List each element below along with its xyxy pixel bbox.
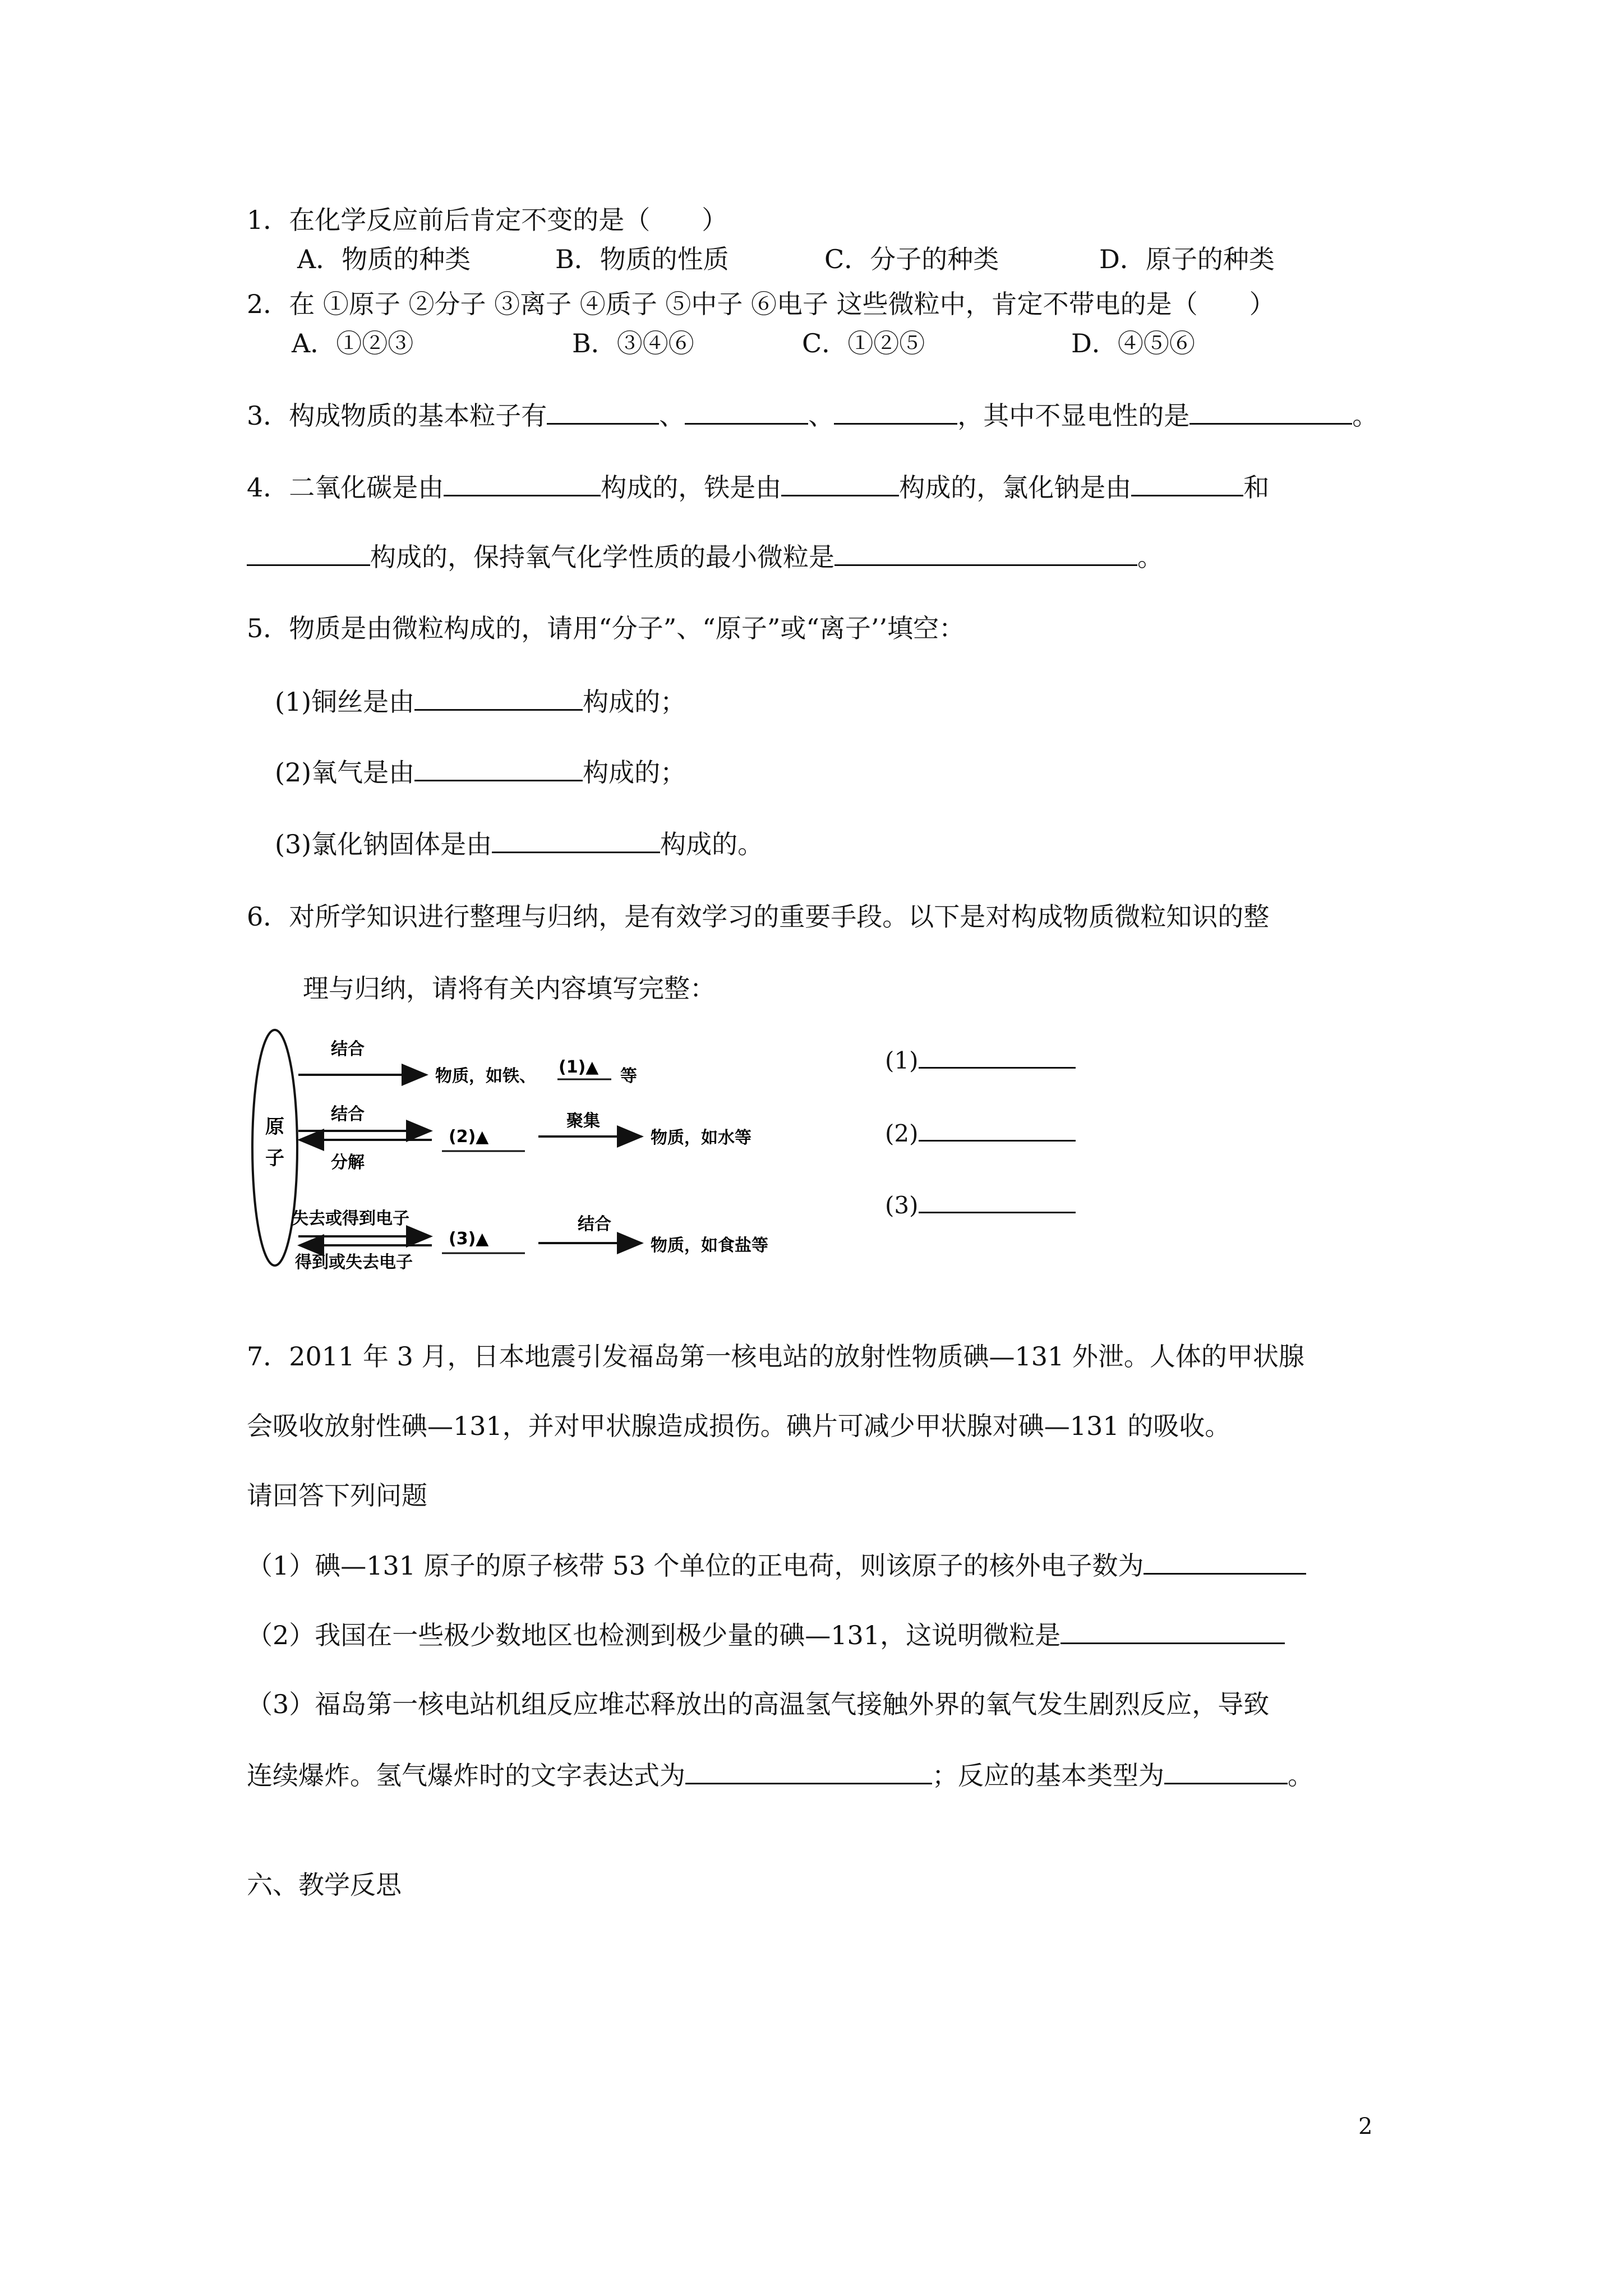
q4-text-4: 和 <box>1243 472 1270 503</box>
q4-line-1 <box>247 470 1269 504</box>
q5-item-3-tail: 构成的。 <box>660 829 764 859</box>
q4-text-3: 构成的，氯化钠是由 <box>899 472 1132 503</box>
q6-stem-1: 6．对所学知识进行整理与归纳，是有效学习的重要手段。以下是对构成物质微粒知识的整 <box>247 901 1270 932</box>
q6-stem-2: 理与归纳，请将有关内容填写完整： <box>303 973 716 1004</box>
q1-option-c: C．分子的种类 <box>824 244 999 274</box>
q7-sub-3b-text-1: 连续爆炸。氢气爆炸时的文字表达式为 <box>247 1760 685 1791</box>
q4-blank-1[interactable] <box>444 470 601 496</box>
q6-answer-3-blank[interactable] <box>919 1189 1076 1213</box>
row2-blank-label: (2)▲ <box>449 1127 489 1147</box>
row3-result: 物质，如食盐等 <box>651 1236 768 1255</box>
q7-blank-2[interactable] <box>1061 1618 1285 1644</box>
q3-line <box>247 398 1378 432</box>
q7-line-3: 请回答下列问题 <box>247 1480 427 1511</box>
combine-label-2: 结合 <box>331 1105 365 1124</box>
q2-option-c: C．①②⑤ <box>802 328 925 358</box>
q4-text-1: 4．二氧化碳是由 <box>247 472 444 503</box>
q5-blank-3[interactable] <box>492 827 660 853</box>
q2-options <box>292 326 1195 360</box>
q5-stem: 5．物质是由微粒构成的，请用“分子”、“原子”或“离子’’填空： <box>247 613 965 643</box>
diagram-svg <box>247 1021 864 1290</box>
lose-gain-label: 失去或得到电子 <box>292 1209 409 1228</box>
q7-sub-3b-text-2: ；反应的基本类型为 <box>932 1760 1164 1791</box>
q7-sub-3b <box>247 1758 1313 1792</box>
q6-answer-1-blank[interactable] <box>919 1045 1076 1069</box>
q5-blank-1[interactable] <box>414 684 583 711</box>
q4-blank-3[interactable] <box>1131 470 1243 496</box>
q5-item-3 <box>275 827 763 861</box>
q1-option-d: D．原子的种类 <box>1099 244 1275 274</box>
q5-item-1-label: (1)铜丝是由 <box>275 687 415 717</box>
section-6-heading: 六、教学反思 <box>247 1870 402 1900</box>
q6-answer-3-label: (3) <box>885 1191 919 1219</box>
q6-answer-3 <box>885 1189 1076 1221</box>
q4-blank-2[interactable] <box>781 470 899 496</box>
q1-options <box>297 242 1275 276</box>
q3-blank-1[interactable] <box>547 398 659 425</box>
q7-sub-1 <box>247 1548 1306 1582</box>
q2-option-d: D．④⑤⑥ <box>1071 328 1195 358</box>
q4-text-2: 构成的，铁是由 <box>601 472 782 503</box>
q3-blank-2[interactable] <box>685 398 808 425</box>
q7-line-1: 7．2011 年 3 月，日本地震引发福岛第一核电站的放射性物质碘—131 外泄。人体的甲状腺 <box>247 1341 1304 1372</box>
q2-option-b: B．③④⑥ <box>572 328 694 358</box>
row1-result: 物质，如铁、 <box>435 1066 536 1086</box>
combine-label-3: 结合 <box>578 1214 611 1234</box>
q5-item-2 <box>275 755 686 789</box>
q2-option-a: A．①②③ <box>292 328 414 358</box>
q6-answer-2 <box>885 1117 1076 1149</box>
row3-blank-label: (3)▲ <box>449 1229 489 1249</box>
row1-blank-label: (1)▲ <box>559 1057 599 1077</box>
q1-option-b: B．物质的性质 <box>555 244 729 274</box>
gather-label: 聚集 <box>566 1111 600 1131</box>
combine-label-1: 结合 <box>331 1039 365 1059</box>
q5-item-1-tail: 构成的； <box>583 687 686 717</box>
q7-blank-3[interactable] <box>685 1758 932 1784</box>
q5-blank-2[interactable] <box>414 755 583 781</box>
q5-item-2-label: (2)氧气是由 <box>275 757 415 788</box>
q3-text-1: 3．构成物质的基本粒子有 <box>247 401 547 431</box>
q7-sub-3a: （3）福岛第一核电站机组反应堆芯释放出的高温氢气接触外界的氧气发生剧烈反应，导致 <box>247 1689 1270 1719</box>
q4-text-5: 构成的，保持氧气化学性质的最小微粒是 <box>370 542 834 572</box>
q7-blank-1[interactable] <box>1144 1548 1306 1575</box>
q6-answer-1-label: (1) <box>885 1047 919 1074</box>
q7-sub-1-text: （1）碘—131 原子的原子核带 53 个单位的正电荷，则该原子的核外电子数为 <box>247 1550 1144 1581</box>
q3-sep-1: 、 <box>659 401 685 431</box>
q5-item-3-label: (3)氯化钠固体是由 <box>275 829 492 859</box>
q4-end: 。 <box>1137 542 1163 572</box>
decompose-label: 分解 <box>331 1153 365 1172</box>
q7-line-2: 会吸收放射性碘—131，并对甲状腺造成损伤。碘片可减少甲状腺对碘—131 的吸收。 <box>247 1411 1231 1441</box>
q3-blank-3[interactable] <box>834 398 957 425</box>
q5-item-1 <box>275 684 686 719</box>
q6-answer-2-label: (2) <box>885 1120 919 1147</box>
q3-end: 。 <box>1352 401 1378 431</box>
q4-blank-5[interactable] <box>834 540 1137 566</box>
oval-label-2: 子 <box>265 1147 284 1170</box>
row1-end: 等 <box>620 1066 637 1086</box>
q4-blank-4[interactable] <box>247 540 370 566</box>
q3-sep-2: 、 <box>808 401 834 431</box>
q7-sub-2-text: （2）我国在一些极少数地区也检测到极少量的碘—131，这说明微粒是 <box>247 1620 1061 1650</box>
q4-line-2 <box>247 540 1163 574</box>
q7-sub-2 <box>247 1618 1285 1652</box>
page-number: 2 <box>1358 2114 1373 2139</box>
q5-item-2-tail: 构成的； <box>583 757 686 788</box>
gain-lose-label: 得到或失去电子 <box>295 1253 413 1272</box>
q7-sub-3b-end: 。 <box>1288 1760 1313 1791</box>
q6-answer-2-blank[interactable] <box>919 1117 1076 1142</box>
row2-result: 物质，如水等 <box>651 1128 751 1148</box>
q3-blank-4[interactable] <box>1189 398 1352 425</box>
particle-structure-diagram <box>247 1021 864 1292</box>
q3-text-2: ，其中不显电性的是 <box>957 401 1190 431</box>
q2-stem: 2．在 ①原子 ②分子 ③离子 ④质子 ⑤中子 ⑥电子 这些微粒中，肯定不带电的是（ ） <box>247 289 1275 319</box>
oval-label-1: 原 <box>265 1116 284 1138</box>
q1-stem: 1．在化学反应前后肯定不变的是（ ） <box>247 205 728 235</box>
q6-answer-1 <box>885 1045 1076 1076</box>
q1-option-a: A．物质的种类 <box>297 244 471 274</box>
q7-blank-4[interactable] <box>1164 1758 1288 1784</box>
